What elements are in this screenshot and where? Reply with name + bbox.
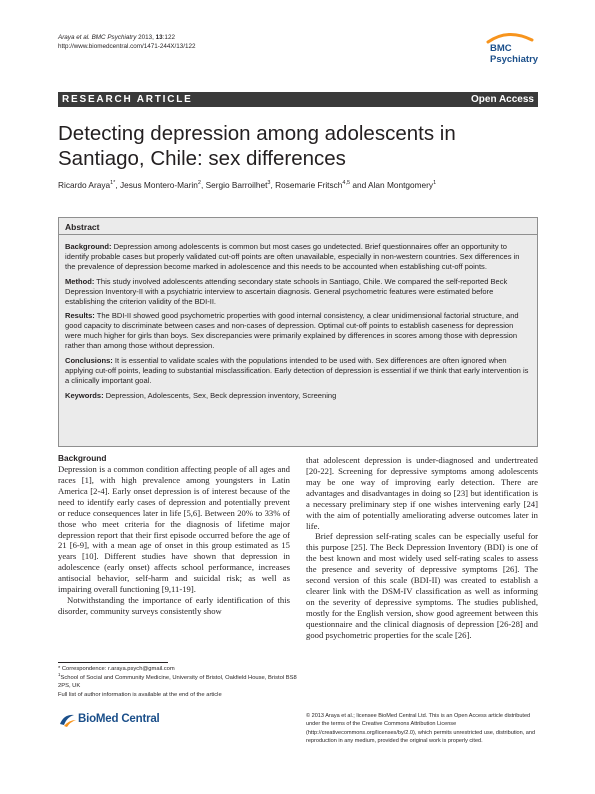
footnotes: [58, 665, 298, 700]
abstract-box: [58, 217, 538, 447]
publisher-logo: [58, 712, 178, 728]
body-paragraph: that adolescent depression is under-diagnosed and undertreated [20-22]. Screening for depressive symptoms among adolescents may be one way of improving early detection. There are advantages and disadvantages in doing so [23] but identification is a necessary preliminary step if one wishes intervening early [24] with the aim of potentially ameliorating adverse outcomes later in life.: [306, 455, 538, 531]
author-info-note: Full list of author information is available at the end of the article: [58, 692, 222, 699]
footnote-rule: [58, 662, 168, 663]
body-paragraph: Depression is a common condition affecting people of all ages and races [1], with high prevalence among youngsters in Latin America [2-4]. Early onset depression is of interest because of the need to identify early cases of depression and potentially prevent or reduce consequences later in life [5,6]. Between 20% to 33% of those who meet criteria for the diagnosis of lifetime major depression report that their first episode occurred before the age of 21 [6-9], with a mean age of onset in this group estimated as 15 years [10]. Different studies have shown that depression in adolescence (early onset) affects school performance, increases antisocial behavior, self-harm and suicidal risk; as well as impairing overall functioning [9,11-19].: [58, 464, 290, 595]
citation-header: [58, 34, 196, 51]
abstract-keywords: Keywords: Depression, Adolescents, Sex, Beck depression inventory, Screening: [65, 390, 337, 400]
author[interactable]: Ricardo Araya$^{1*}$: [58, 180, 116, 190]
affiliation-note: $^1$School of Social and Community Medicine, University of Bristol, Oakfield House, Bristol BS8 2PS, UK: [58, 671, 297, 690]
journal-logo: [480, 30, 540, 76]
correspondence-note: * Correspondence: r.araya.psych@gmail.com: [58, 666, 175, 672]
article-type-label: RESEARCH ARTICLE: [62, 94, 193, 105]
open-access-label: Open Access: [471, 94, 534, 105]
citation-authors: Araya et al.: [58, 34, 90, 41]
citation-journal: BMC Psychiatry: [91, 34, 137, 41]
publisher-name: BioMed Central: [78, 713, 160, 725]
citation-url[interactable]: http://www.biomedcentral.com/1471-244X/13/122: [58, 42, 196, 50]
author[interactable]: Alan Montgomery$^1$: [368, 180, 437, 190]
citation-volume: 13: [155, 34, 163, 41]
publisher-swoosh-icon: [58, 712, 78, 728]
copyright-notice: © 2013 Araya et al.; licensee BioMed Central Ltd. This is an Open Access article distributed under the terms of the Creative Commons Attribution License (http://creativecommons.org/licenses/by/2.0), which permits unrestricted use, distribution, and reproduction in any medium, provided the original work is properly cited.: [306, 713, 536, 745]
author-list: Ricardo Araya$^{1*}$, Jesus Montero-Marin$^2$, Sergio Barroilhet$^3$, Rosemarie Fritsch$^{4,5}$ and Alan Montgomery$^1$: [58, 180, 437, 190]
journal-logo-line1: BMC: [490, 43, 512, 54]
citation-year: 2013,: [138, 34, 156, 41]
abstract-background: Background: Depression among adolescents is common but most cases go undetected. Brief questionnaires offer an opportunity to identify probable cases but properly validated cut-off points are often unavailable, especially in non-western countries. Sex differences in the prevalence of depression become marked in adolescence and this needs to be accounted when establishing cut-off points.: [65, 242, 520, 272]
author[interactable]: Jesus Montero-Marin$^2$: [119, 180, 201, 190]
body-column-left: [58, 453, 290, 617]
journal-logo-line2: Psychiatry: [490, 54, 539, 65]
abstract-body: [65, 242, 531, 405]
abstract-heading: Abstract: [65, 222, 100, 232]
abstract-conclusions: Conclusions: It is essential to validate scales with the populations intended to be used with. Sex differences are often ignored when applying cut-off points, leading to substantial misclassification. Early detection of depression is essential if we think that early intervention is a clinically important goal.: [65, 355, 529, 386]
author[interactable]: Rosemarie Fritsch$^{4,5}$: [275, 180, 351, 190]
citation-article: :122: [162, 34, 175, 41]
author[interactable]: Sergio Barroilhet$^3$: [205, 180, 271, 190]
body-paragraph: Notwithstanding the importance of early identification of this disorder, community surveys consistently show: [58, 595, 290, 616]
section-heading-background: Background: [58, 453, 107, 463]
abstract-results: Results: The BDI-II showed good psychometric properties with good internal consistency, a clear unidimensional factorial structure, and good capacity to discriminate between cases and non-cases of depression. Optimal cut-off points to establish caseness for depression were much higher for girls than boys. Sex discrepancies were primarily explained by differences in scores among those with depression rather than among those without depression.: [65, 311, 519, 351]
body-paragraph: Brief depression self-rating scales can be especially useful for this purpose [25]. The Beck Depression Inventory (BDI) is one of the best known and most widely used self-rating scales to assess the presence and severity of depressive symptoms [26]. The second version of this scale (BDI-II) was created to establish a clearer link with the DSM-IV classification as well as informing on the severity of depressive symptoms. The studies published, mostly for the English version, show good agreement between this questionnaire and the clinical diagnosis of depression [26-28] and good psychometric properties for the scale [26].: [306, 531, 538, 640]
citation-line: [58, 34, 196, 43]
body-column-right: [306, 455, 538, 641]
article-type-banner: [58, 92, 538, 107]
article-title: Detecting depression among adolescents in Santiago, Chile: sex differences: [58, 122, 456, 170]
abstract-method: Method: This study involved adolescents attending secondary state schools in Santiago, Chile. We compared the self-reported Beck Depression Inventory-II with a psychiatric interview to ascertain diagnosis. General psychometric features were estimated before establishing the criterion validity of the BDI-II.: [65, 276, 508, 306]
abstract-header: [59, 218, 537, 235]
